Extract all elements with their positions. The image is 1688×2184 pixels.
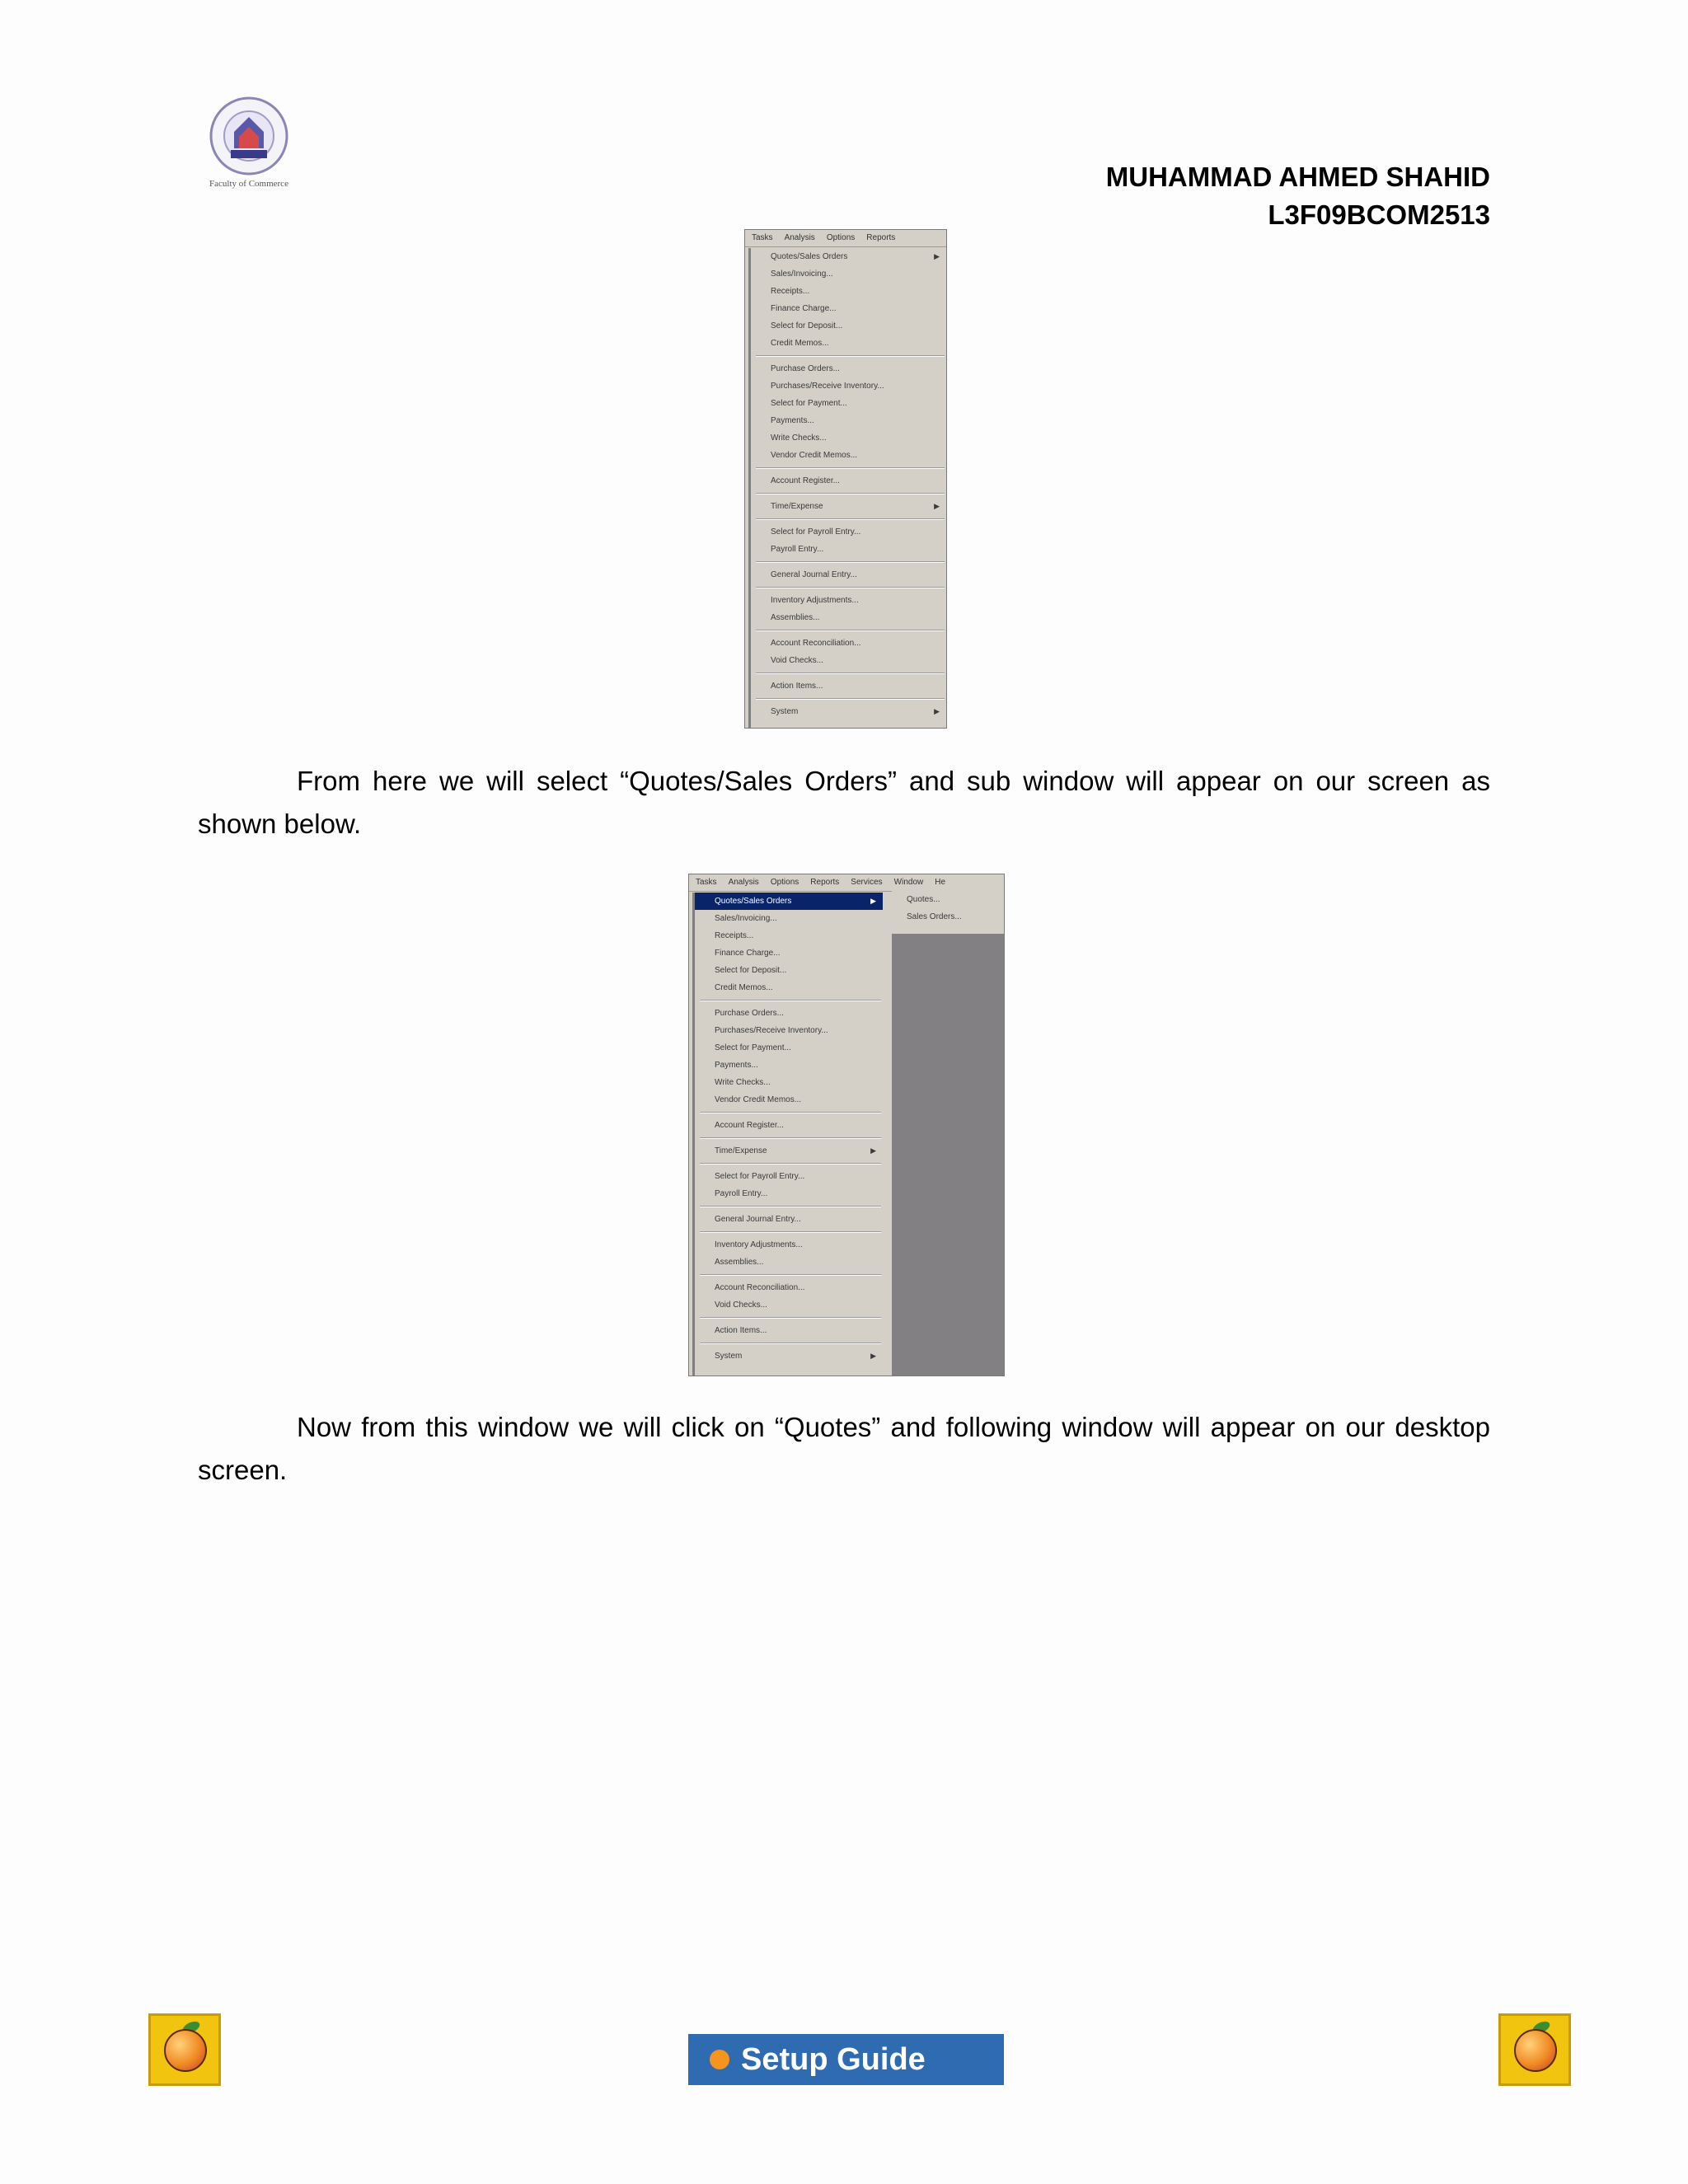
menubar-item-options[interactable]: Options bbox=[770, 878, 799, 887]
menu-separator bbox=[700, 1231, 881, 1233]
menu-item-inventory-adjustments[interactable]: Inventory Adjustments... bbox=[715, 1240, 803, 1249]
menu-bar bbox=[689, 874, 1004, 892]
menubar-item-tasks[interactable]: Tasks bbox=[752, 233, 773, 242]
menu-item-vendor-credit-memos[interactable]: Vendor Credit Memos... bbox=[715, 1095, 802, 1104]
menu-separator bbox=[756, 518, 945, 520]
menu-separator bbox=[756, 673, 945, 674]
menu-separator bbox=[756, 467, 945, 469]
menu-item-assemblies[interactable]: Assemblies... bbox=[715, 1258, 764, 1267]
quotes-submenu-screenshot bbox=[688, 874, 1005, 1376]
menu-item-select-for-payment[interactable]: Select for Payment... bbox=[771, 399, 847, 408]
menu-bar bbox=[745, 230, 946, 247]
menubar-item-options[interactable]: Options bbox=[826, 233, 856, 242]
menu-item-payroll-entry[interactable]: Payroll Entry... bbox=[715, 1189, 768, 1198]
paragraph-2 bbox=[198, 1406, 1490, 1492]
menu-item-select-for-payroll-entry[interactable]: Select for Payroll Entry... bbox=[771, 527, 861, 537]
menu-item-sales-invoicing[interactable]: Sales/Invoicing... bbox=[771, 269, 833, 279]
menubar-item-tasks[interactable]: Tasks bbox=[696, 878, 717, 887]
menu-separator bbox=[700, 1137, 881, 1139]
submenu-item-quotes[interactable]: Quotes... bbox=[907, 895, 940, 904]
menu-separator bbox=[756, 493, 945, 494]
menu-separator bbox=[700, 1163, 881, 1165]
menu-item-inventory-adjustments[interactable]: Inventory Adjustments... bbox=[771, 596, 859, 605]
tasks-menu bbox=[748, 248, 946, 728]
student-id: L3F09BCOM2513 bbox=[1268, 199, 1490, 230]
menubar-item-reports[interactable]: Reports bbox=[810, 878, 840, 887]
menu-item-void-checks[interactable]: Void Checks... bbox=[771, 656, 823, 665]
menu-item-account-reconciliation[interactable]: Account Reconciliation... bbox=[715, 1283, 805, 1292]
menu-item-system[interactable]: System ▶ bbox=[695, 1347, 883, 1365]
menu-item-account-register[interactable]: Account Register... bbox=[771, 476, 840, 485]
submenu-arrow-icon: ▶ bbox=[870, 1146, 876, 1155]
menu-separator bbox=[700, 1274, 881, 1276]
menubar-item-analysis[interactable]: Analysis bbox=[728, 878, 759, 887]
menubar-item-analysis[interactable]: Analysis bbox=[784, 233, 815, 242]
menu-item-vendor-credit-memos[interactable]: Vendor Credit Memos... bbox=[771, 451, 858, 460]
menubar-item-window[interactable]: Window bbox=[893, 878, 924, 887]
menu-item-payroll-entry[interactable]: Payroll Entry... bbox=[771, 545, 824, 554]
menu-item-write-checks[interactable]: Write Checks... bbox=[715, 1078, 771, 1087]
menubar-item-reports[interactable]: Reports bbox=[866, 233, 896, 242]
menu-item-finance-charge[interactable]: Finance Charge... bbox=[715, 949, 781, 958]
menu-item-action-items[interactable]: Action Items... bbox=[771, 682, 823, 691]
paragraph-1-text: From here we will select “Quotes/Sales Orders” and sub window will appear on our screen as shown below. bbox=[198, 766, 1490, 839]
tasks-menu bbox=[692, 893, 883, 1376]
menu-separator bbox=[700, 1112, 881, 1113]
menu-separator bbox=[700, 1206, 881, 1207]
paragraph-2-text: Now from this window we will click on “Quotes” and following window will appear on our desktop screen. bbox=[198, 1412, 1490, 1485]
menu-item-finance-charge[interactable]: Finance Charge... bbox=[771, 304, 837, 313]
submenu-arrow-icon: ▶ bbox=[870, 1352, 876, 1360]
submenu-arrow-icon: ▶ bbox=[934, 707, 940, 715]
menu-item-general-journal-entry[interactable]: General Journal Entry... bbox=[715, 1215, 801, 1224]
menu-item-credit-memos[interactable]: Credit Memos... bbox=[715, 983, 773, 992]
menu-item-select-for-deposit[interactable]: Select for Deposit... bbox=[771, 321, 843, 330]
menu-item-credit-memos[interactable]: Credit Memos... bbox=[771, 339, 829, 348]
menu-item-select-for-payroll-entry[interactable]: Select for Payroll Entry... bbox=[715, 1172, 805, 1181]
menubar-item-he[interactable]: He bbox=[935, 878, 946, 887]
fruit-icon-right bbox=[1498, 2013, 1571, 2086]
fruit-icon-left bbox=[148, 2013, 221, 2086]
setup-guide-label: Setup Guide bbox=[741, 2041, 926, 2077]
paragraph-1 bbox=[198, 760, 1490, 846]
menu-item-time-expense[interactable]: Time/Expense ▶ bbox=[695, 1142, 883, 1160]
menu-separator bbox=[756, 355, 945, 357]
menu-item-write-checks[interactable]: Write Checks... bbox=[771, 434, 827, 443]
submenu-arrow-icon: ▶ bbox=[870, 897, 876, 905]
menubar-item-services[interactable]: Services bbox=[851, 878, 883, 887]
menu-item-quotes-sales-orders[interactable]: Quotes/Sales Orders ▶ bbox=[695, 893, 883, 910]
menu-item-action-items[interactable]: Action Items... bbox=[715, 1326, 767, 1335]
menu-item-sales-invoicing[interactable]: Sales/Invoicing... bbox=[715, 914, 777, 923]
menu-item-receipts[interactable]: Receipts... bbox=[771, 287, 810, 296]
tasks-menu-screenshot bbox=[744, 229, 947, 729]
menu-item-account-register[interactable]: Account Register... bbox=[715, 1121, 784, 1130]
menu-separator bbox=[700, 1317, 881, 1319]
author-header bbox=[1106, 158, 1490, 234]
orange-dot-icon bbox=[710, 2050, 729, 2069]
menu-item-void-checks[interactable]: Void Checks... bbox=[715, 1301, 767, 1310]
menu-item-time-expense[interactable]: Time/Expense ▶ bbox=[751, 498, 946, 515]
menu-item-general-journal-entry[interactable]: General Journal Entry... bbox=[771, 570, 857, 579]
author-name: MUHAMMAD AHMED SHAHID bbox=[1105, 162, 1490, 192]
menu-item-select-for-deposit[interactable]: Select for Deposit... bbox=[715, 966, 787, 975]
menu-item-receipts[interactable]: Receipts... bbox=[715, 931, 754, 940]
menu-item-purchases-receive-inventory[interactable]: Purchases/Receive Inventory... bbox=[715, 1026, 828, 1035]
menu-separator bbox=[756, 698, 945, 700]
submenu-arrow-icon: ▶ bbox=[934, 502, 940, 510]
menu-item-purchase-orders[interactable]: Purchase Orders... bbox=[715, 1009, 784, 1018]
university-logo bbox=[198, 91, 321, 190]
submenu-item-sales-orders[interactable]: Sales Orders... bbox=[907, 912, 962, 921]
menu-item-system[interactable]: System ▶ bbox=[751, 703, 946, 720]
menu-item-purchases-receive-inventory[interactable]: Purchases/Receive Inventory... bbox=[771, 382, 884, 391]
menu-item-assemblies[interactable]: Assemblies... bbox=[771, 613, 820, 622]
menu-separator bbox=[700, 1343, 881, 1344]
menu-item-payments[interactable]: Payments... bbox=[771, 416, 814, 425]
menu-item-quotes-sales-orders[interactable]: Quotes/Sales Orders ▶ bbox=[751, 248, 946, 265]
setup-guide-banner bbox=[688, 2034, 1004, 2085]
logo-caption: Faculty of Commerce bbox=[209, 179, 288, 189]
submenu-arrow-icon: ▶ bbox=[934, 252, 940, 260]
menu-item-select-for-payment[interactable]: Select for Payment... bbox=[715, 1043, 791, 1052]
menu-item-account-reconciliation[interactable]: Account Reconciliation... bbox=[771, 639, 861, 648]
menu-item-payments[interactable]: Payments... bbox=[715, 1061, 758, 1070]
menu-separator bbox=[700, 1000, 881, 1001]
menu-separator bbox=[756, 587, 945, 588]
menu-item-purchase-orders[interactable]: Purchase Orders... bbox=[771, 364, 840, 373]
menu-separator bbox=[756, 561, 945, 563]
menu-separator bbox=[756, 630, 945, 631]
quotes-sales-orders-submenu bbox=[892, 891, 1004, 935]
desktop-background bbox=[892, 934, 1004, 1376]
